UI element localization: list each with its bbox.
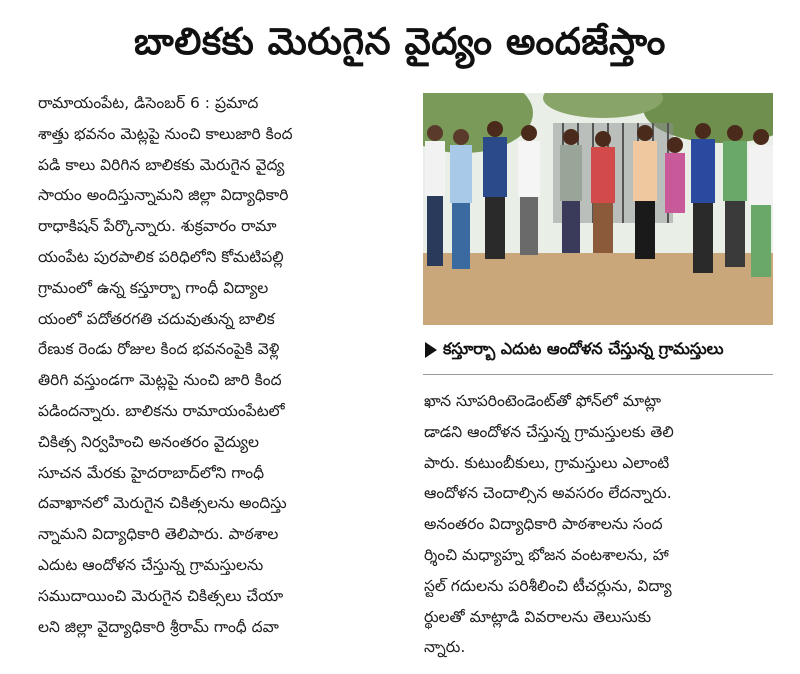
news-photo bbox=[423, 93, 773, 325]
group-photo-illustration bbox=[423, 93, 773, 325]
left-column-line: లని జిల్లా వైద్యాధికారి శ్రీరామ్ గాంధీ దవా bbox=[38, 617, 279, 636]
right-column-line: ర్థులతో మాట్లాడి వివరాలను తెలుసుకు bbox=[424, 607, 652, 626]
left-column-line: యంపేట పురపాలిక పరిధిలోని కోమటిపల్లి bbox=[38, 247, 284, 266]
left-column-line: రేణుక రెండు రోజుల కింద భవనంపైకి వెళ్లి bbox=[38, 340, 280, 359]
left-column-line: ఎదుట ఆందోళన చేస్తున్న గ్రామస్తులను bbox=[38, 555, 264, 574]
caption-divider bbox=[423, 374, 773, 375]
left-column-line: దవాఖానలో మెరుగైన చికిత్సలను అందిస్తు bbox=[38, 494, 287, 513]
photo-caption: కస్తూర్బా ఎదుట ఆందోళన చేస్తున్న గ్రామస్తులు bbox=[443, 338, 724, 358]
left-column-line: చికిత్స నిర్వహించి అనంతరం వైద్యుల bbox=[38, 432, 260, 451]
left-column-line: రామాయంపేట, డిసెంబర్ 6 : ప్రమాద bbox=[38, 94, 259, 112]
left-column-line: శాత్తు భవనం మెట్లపై నుంచి కాలుజారి కింద bbox=[38, 124, 293, 143]
left-column-line: న్నామని విద్యాధికారి తెలిపారు. పాఠశాల bbox=[38, 525, 279, 544]
photo-caption-bar bbox=[423, 330, 773, 370]
right-column-line: అనంతరం విద్యాధికారి పాఠశాలను సంద bbox=[424, 515, 663, 534]
right-column-line: న్నారు. bbox=[424, 638, 466, 657]
article-left-column bbox=[38, 88, 412, 642]
right-column-line: ర్శించి మధ్యాహ్న భోజన వంటశాలను, హా bbox=[424, 545, 669, 564]
right-column-line: స్టల్ గదులను పరిశీలించి టీచర్లును, విద్యా bbox=[424, 576, 672, 595]
left-column-line: సాయం అందిస్తున్నామని జిల్లా విద్యాధికారి bbox=[38, 186, 289, 205]
article-right-column bbox=[424, 386, 780, 663]
left-column-line: సముదాయించి మెరుగైన చికిత్సలు చేయా bbox=[38, 586, 284, 605]
left-column-line: రాధాకిషన్ పేర్కొన్నారు. శుక్రవారం రామా bbox=[38, 217, 277, 236]
right-column-line: ఆందోళన చెందాల్సిన అవసరం లేదన్నారు. bbox=[424, 484, 672, 503]
right-column-line: ఖాన సూపరింటెండెంట్‌తో ఫోన్‌లో మాట్లా bbox=[424, 392, 662, 410]
headline: బాలికకు మెరుగైన వైద్యం అందజేస్తాం bbox=[134, 20, 666, 63]
left-column-line: పడిందన్నారు. బాలికను రామాయంపేటలో bbox=[38, 401, 285, 420]
left-column-line: యంలో పదోతరగతి చదువుతున్న బాలిక bbox=[38, 309, 275, 328]
caption-arrow-icon bbox=[425, 342, 437, 358]
right-column-line: డాడని ఆందోళన చేస్తున్న గ్రామస్తులకు తెలి bbox=[424, 422, 674, 441]
left-column-line: సూచన మేరకు హైదరాబాద్‌లోని గాంధీ bbox=[38, 463, 265, 482]
right-column-line: పారు. కుటుంబీకులు, గ్రామస్తులు ఎలాంటి bbox=[424, 453, 670, 472]
left-column-line: పడి కాలు విరిగిన బాలికకు మెరుగైన వైద్య bbox=[38, 155, 285, 174]
left-column-line: గ్రామంలో ఉన్న కస్తూర్బా గాంధీ విద్యాల bbox=[38, 278, 269, 297]
left-column-line: తిరిగి వస్తుండగా మెట్లపై నుంచి జారి కింద bbox=[38, 371, 282, 390]
